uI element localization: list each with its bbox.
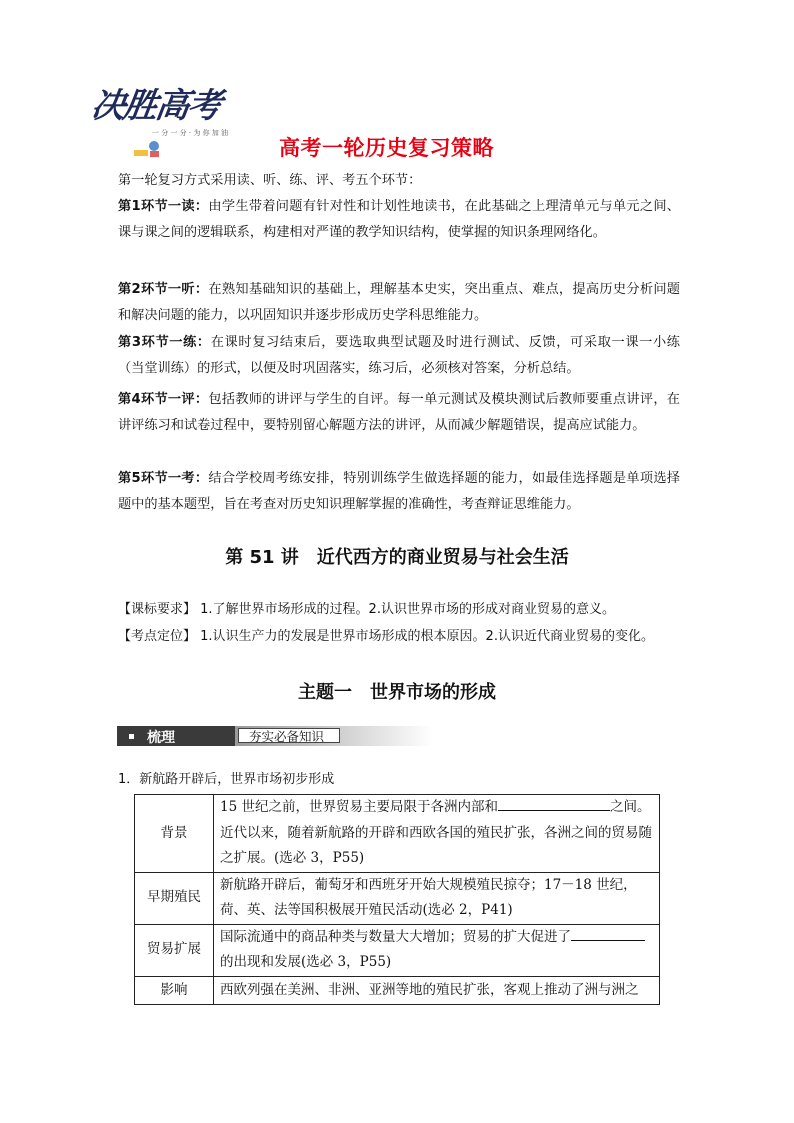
logo-subtitle: 一 分 一 分 · 为 你 加 油 [152, 129, 229, 137]
row-body: 西欧列强在美洲、非洲、亚洲等地的殖民扩张，客观上推动了洲与洲之 [214, 976, 660, 1005]
requirement-tag: 【课标要求】 [118, 602, 197, 617]
main-title: 高考一轮历史复习策略 [279, 136, 494, 160]
step-text: 在熟知基础知识的基础上，理解基本史实，突出重点、难点，提高历史分析问题和解决问题的能力，以巩固知识并逐步形成历史学科思维能力。 [118, 282, 680, 323]
row-head: 贸易扩展 [135, 924, 214, 976]
requirement-tag: 【考点定位】 [118, 629, 197, 644]
step-2 [118, 277, 680, 329]
knowledge-table [134, 794, 660, 1005]
topic-title: 主题一 世界市场的形成 [298, 682, 496, 703]
bar-box-label: 夯实必备知识 [238, 728, 340, 743]
section-bar [117, 726, 433, 746]
requirement-exam [118, 625, 654, 644]
row-body [214, 924, 660, 976]
row-body: 新航路开辟后，葡萄牙和西班牙开始大规模殖民掠夺；17－18 世纪，荷、英、法等国积极展开殖民活动(选必 2，P41) [214, 872, 660, 924]
step-text: 包括教师的讲评与学生的自评。每一单元测试及模块测试后教师要重点讲评，在讲评练习和试卷过程中，要特别留心解题方法的讲评，从而减少解题错误，提高应试能力。 [118, 392, 680, 433]
row-text: 15 世纪之前，世界贸易主要局限于各洲内部和 [220, 799, 498, 815]
logo-text: 决胜高考 [88, 86, 223, 126]
lecture-title: 第 51 讲 近代西方的商业贸易与社会生活 [225, 547, 569, 568]
table-row [135, 872, 660, 924]
logo [88, 78, 242, 158]
step-text: 在课时复习结束后，要选取典型试题及时进行测试、反馈，可采取一课一小练（当堂训练）的形式，以便及时巩固落实，练习后，必须核对答案，分析总结。 [118, 335, 680, 376]
row-head: 影响 [135, 976, 214, 1005]
row-text: 近代以来，随着新航路的开辟和西欧各国的殖民扩张，各洲之间的贸易随之扩展。(选必 3，P55) [220, 824, 652, 866]
row-text: 的出现和发展(选必 3，P55) [220, 954, 392, 970]
requirement-text: 1.了解世界市场形成的过程。2.认识世界市场的形成对商业贸易的意义。 [196, 602, 615, 617]
requirement-standard [118, 598, 615, 617]
step-label: 第2环节一听： [118, 282, 209, 297]
step-label: 第3环节一练： [118, 335, 211, 350]
bar-label: 梳理 [147, 730, 175, 746]
row-head: 早期殖民 [135, 872, 214, 924]
step-1 [118, 194, 680, 246]
student-reading-icon [132, 138, 162, 158]
table-row [135, 924, 660, 976]
step-4 [118, 387, 680, 439]
section-heading: 1．新航路开辟后，世界市场初步形成 [118, 772, 335, 787]
fill-blank[interactable] [571, 926, 645, 941]
step-text: 由学生带着问题有针对性和计划性地读书，在此基础之上理清单元与单元之间、课与课之间的逻辑联系，构建相对严谨的教学知识结构，使掌握的知识条理网络化。 [118, 199, 680, 240]
table-row [135, 976, 660, 1005]
step-label: 第1环节一读： [118, 199, 209, 214]
row-head: 背景 [135, 795, 214, 873]
step-label: 第5环节一考： [118, 471, 209, 486]
intro-text: 第一轮复习方式采用读、听、练、评、考五个环节： [118, 173, 422, 188]
table-row [135, 795, 660, 873]
fill-blank[interactable] [498, 796, 610, 811]
step-text: 结合学校周考练安排，特别训练学生做选择题的能力，如最佳选择题是单项选择题中的基本题型，旨在考查对历史知识理解掌握的准确性，考查辩证思维能力。 [118, 471, 680, 512]
step-label: 第4环节一评： [118, 392, 209, 407]
row-text: 国际流通中的商品种类与数量大大增加；贸易的扩大促进了 [220, 928, 571, 945]
requirement-text: 1.认识生产力的发展是世界市场形成的根本原因。2.认识近代商业贸易的变化。 [196, 629, 654, 644]
row-body [214, 795, 660, 873]
square-bullet-icon [129, 734, 134, 739]
step-3 [118, 330, 680, 382]
step-5 [118, 466, 680, 518]
row-text: 之间。 [609, 799, 651, 815]
bar-dark-segment [117, 726, 235, 746]
